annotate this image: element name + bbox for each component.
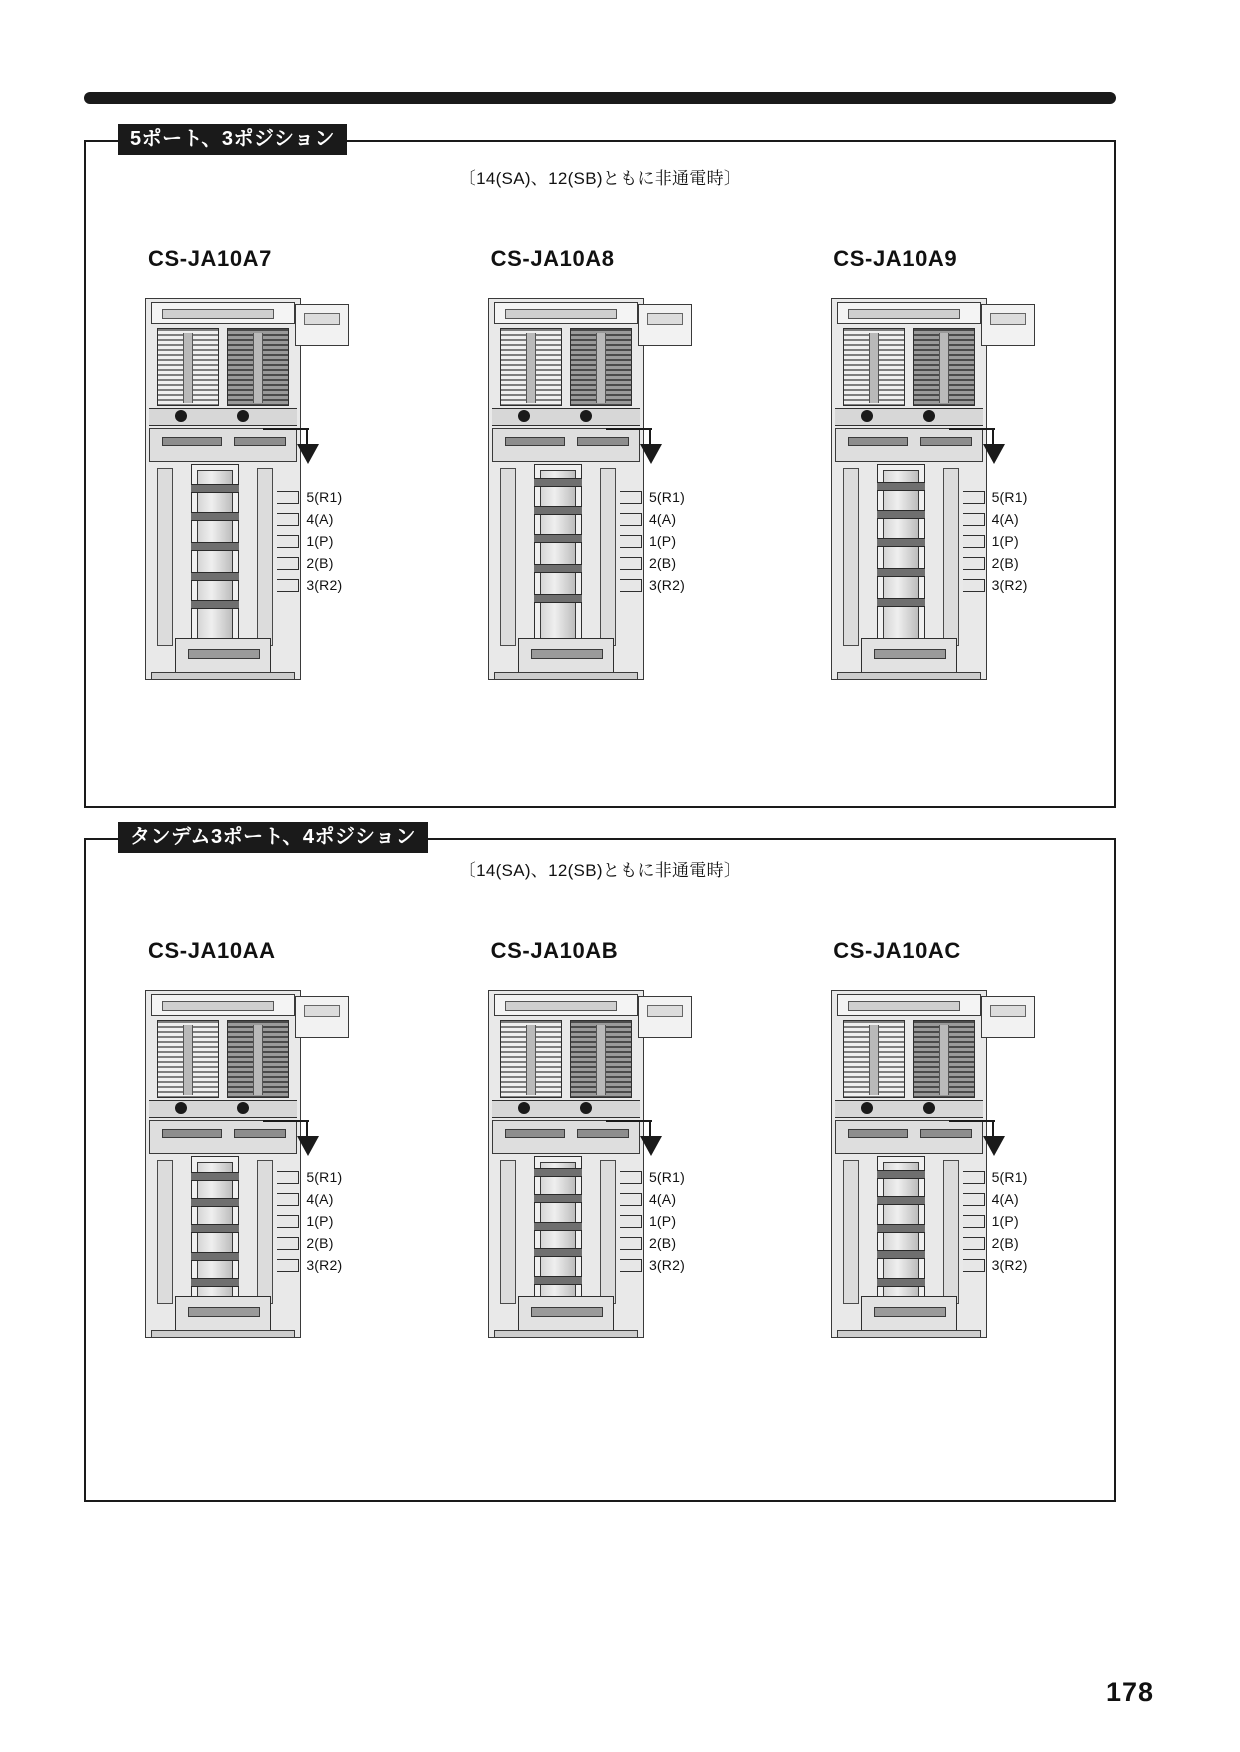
- port-stub: [277, 579, 299, 592]
- spool-land: [877, 568, 925, 577]
- port-label: 3(R2): [648, 577, 685, 593]
- port-row: [620, 508, 716, 530]
- port-label: 2(B): [648, 555, 677, 571]
- valve-cross-section-diagram: [145, 990, 375, 1338]
- spool-land: [877, 1224, 925, 1233]
- port-label: 2(B): [648, 1235, 677, 1251]
- port-row: [963, 508, 1059, 530]
- spool-land: [191, 512, 239, 521]
- solenoid-coil-a: [157, 328, 219, 406]
- port-row: [277, 552, 373, 574]
- port-stub: [620, 1259, 642, 1272]
- solenoid-coil-b: [227, 328, 289, 406]
- port-label: 1(P): [648, 533, 677, 549]
- port-row: [277, 1166, 373, 1188]
- port-row: [277, 1254, 373, 1276]
- mounting-base: [151, 1330, 295, 1338]
- body-rail-right: [257, 1160, 273, 1304]
- port-label: 4(A): [306, 1191, 334, 1207]
- spool-land: [534, 506, 582, 515]
- spool: [540, 470, 576, 656]
- spool-land: [877, 538, 925, 547]
- spool-land: [534, 564, 582, 573]
- port-stub: [963, 513, 985, 526]
- spool-land: [534, 1168, 582, 1177]
- port-row: [620, 574, 716, 596]
- spool: [197, 470, 233, 656]
- spool-land: [534, 1222, 582, 1231]
- spool-land: [534, 1194, 582, 1203]
- end-cap-block: [861, 1296, 957, 1332]
- valve-cross-section-diagram: [488, 990, 718, 1338]
- spool-land: [877, 1170, 925, 1179]
- port-label: 3(R2): [648, 1257, 685, 1273]
- solenoid-coils: [500, 328, 632, 406]
- pilot-manifold-block: [149, 428, 297, 462]
- port-row: [620, 552, 716, 574]
- electrical-connector: [638, 996, 692, 1038]
- section-tandem-3port-4position: [84, 826, 1116, 1502]
- mounting-base: [837, 1330, 981, 1338]
- pilot-valve-band: [149, 1100, 297, 1118]
- port-stub: [620, 1215, 642, 1228]
- end-cap-block: [518, 1296, 614, 1332]
- port-row: [277, 486, 373, 508]
- port-stub: [620, 1171, 642, 1184]
- port-row: [963, 1188, 1059, 1210]
- pilot-manifold-block: [149, 1120, 297, 1154]
- port-stub: [620, 1237, 642, 1250]
- pilot-valve-band: [492, 408, 640, 426]
- port-label: 1(P): [991, 1213, 1019, 1229]
- port-label-group: [963, 486, 1059, 596]
- exhaust-arrow-icon: [983, 1136, 1005, 1156]
- pilot-port-b-icon: [923, 410, 935, 422]
- solenoid-coil-b: [913, 328, 975, 406]
- section-1-tab-label: 5ポート、3ポジション: [118, 124, 347, 155]
- figure-cs-ja10ac: [771, 938, 1114, 1338]
- port-row: [620, 1210, 716, 1232]
- exhaust-line: [606, 428, 652, 430]
- pilot-port-a-icon: [861, 410, 873, 422]
- port-stub: [277, 1237, 299, 1250]
- port-label: 5(R1): [306, 489, 343, 505]
- port-stub: [620, 535, 642, 548]
- valve-top-cover: [837, 994, 981, 1016]
- port-row: [620, 1232, 716, 1254]
- spool: [883, 1162, 919, 1314]
- valve-cross-section-diagram: [488, 298, 718, 680]
- figure-cs-ja10a9: [771, 246, 1114, 680]
- spool-land: [534, 594, 582, 603]
- solenoid-coils: [157, 1020, 289, 1098]
- port-label: 3(R2): [306, 577, 343, 593]
- port-row: [963, 486, 1059, 508]
- figure-title: CS-JA10A9: [833, 246, 958, 271]
- pilot-manifold-block: [492, 428, 640, 462]
- valve-cross-section-diagram: [145, 298, 375, 680]
- figure-cs-ja10a8: [429, 246, 772, 680]
- exhaust-arrow-icon: [640, 444, 662, 464]
- pilot-manifold-block: [835, 428, 983, 462]
- body-rail-right: [943, 468, 959, 646]
- spool: [540, 1162, 576, 1314]
- port-stub: [620, 513, 642, 526]
- body-rail-left: [157, 468, 173, 646]
- port-label: 1(P): [306, 1213, 334, 1229]
- port-stub: [277, 1215, 299, 1228]
- port-label: 3(R2): [991, 1257, 1028, 1273]
- solenoid-coils: [843, 328, 975, 406]
- spool: [197, 1162, 233, 1314]
- port-stub: [963, 1171, 985, 1184]
- figure-cs-ja10ab: [429, 938, 772, 1338]
- port-label: 3(R2): [991, 577, 1028, 593]
- port-row: [963, 530, 1059, 552]
- body-rail-left: [500, 468, 516, 646]
- solenoid-coil-a: [843, 328, 905, 406]
- exhaust-arrow-icon: [983, 444, 1005, 464]
- spool-land: [877, 510, 925, 519]
- port-row: [963, 1166, 1059, 1188]
- pilot-valve-band: [492, 1100, 640, 1118]
- solenoid-coil-b: [570, 1020, 632, 1098]
- pilot-valve-band: [835, 408, 983, 426]
- solenoid-coils: [843, 1020, 975, 1098]
- valve-top-cover: [837, 302, 981, 324]
- port-stub: [277, 513, 299, 526]
- valve-top-cover: [151, 994, 295, 1016]
- port-label-group: [277, 486, 373, 596]
- spool: [883, 470, 919, 656]
- exhaust-line: [606, 1120, 652, 1122]
- end-cap-block: [861, 638, 957, 674]
- port-row: [963, 574, 1059, 596]
- port-stub: [620, 557, 642, 570]
- figure-cs-ja10aa: [86, 938, 429, 1338]
- end-cap-block: [175, 638, 271, 674]
- exhaust-line: [949, 1120, 995, 1122]
- electrical-connector: [981, 304, 1035, 346]
- spool-land: [191, 1172, 239, 1181]
- pilot-port-b-icon: [580, 1102, 592, 1114]
- port-stub: [963, 535, 985, 548]
- electrical-connector: [295, 996, 349, 1038]
- port-label: 4(A): [991, 1191, 1019, 1207]
- body-rail-left: [157, 1160, 173, 1304]
- figure-title: CS-JA10AC: [833, 938, 961, 963]
- port-label: 4(A): [648, 511, 677, 527]
- body-rail-left: [500, 1160, 516, 1304]
- spool-land: [534, 478, 582, 487]
- pilot-port-b-icon: [923, 1102, 935, 1114]
- port-stub: [620, 1193, 642, 1206]
- spool-land: [191, 484, 239, 493]
- end-cap-block: [175, 1296, 271, 1332]
- mounting-base: [494, 1330, 638, 1338]
- port-row: [963, 1210, 1059, 1232]
- body-rail-right: [257, 468, 273, 646]
- valve-cross-section-diagram: [831, 298, 1061, 680]
- port-stub: [963, 1237, 985, 1250]
- body-rail-right: [600, 468, 616, 646]
- exhaust-line: [949, 428, 995, 430]
- port-stub: [963, 491, 985, 504]
- spool-land: [191, 542, 239, 551]
- solenoid-coil-b: [227, 1020, 289, 1098]
- port-stub: [963, 557, 985, 570]
- pilot-valve-band: [835, 1100, 983, 1118]
- port-row: [277, 1210, 373, 1232]
- mounting-base: [837, 672, 981, 680]
- port-row: [277, 574, 373, 596]
- figure-title: CS-JA10A7: [148, 246, 273, 271]
- exhaust-line: [263, 1120, 309, 1122]
- port-row: [620, 530, 716, 552]
- port-label-group: [620, 1166, 716, 1276]
- pilot-valve-band: [149, 408, 297, 426]
- electrical-connector: [981, 996, 1035, 1038]
- spool-land: [191, 572, 239, 581]
- section-2-condition-note: 〔14(SA)、12(SB)ともに非通電時〕: [458, 861, 742, 880]
- port-label: 1(P): [648, 1213, 677, 1229]
- port-stub: [963, 1193, 985, 1206]
- body-rail-left: [843, 468, 859, 646]
- port-label: 1(P): [306, 533, 334, 549]
- body-rail-right: [600, 1160, 616, 1304]
- exhaust-arrow-icon: [640, 1136, 662, 1156]
- mounting-base: [151, 672, 295, 680]
- spool-land: [534, 1276, 582, 1285]
- mounting-base: [494, 672, 638, 680]
- section-1-condition-note: 〔14(SA)、12(SB)ともに非通電時〕: [458, 169, 742, 188]
- port-label-group: [620, 486, 716, 596]
- body-rail-right: [943, 1160, 959, 1304]
- port-label: 2(B): [991, 555, 1019, 571]
- spool-land: [191, 1252, 239, 1261]
- port-label: 2(B): [306, 1235, 334, 1251]
- section-2-figure-row: [86, 938, 1114, 1338]
- port-row: [963, 1232, 1059, 1254]
- port-row: [277, 508, 373, 530]
- port-label: 2(B): [991, 1235, 1019, 1251]
- valve-top-cover: [151, 302, 295, 324]
- pilot-port-a-icon: [518, 1102, 530, 1114]
- port-stub: [963, 579, 985, 592]
- port-stub: [277, 491, 299, 504]
- port-label: 5(R1): [648, 489, 685, 505]
- port-label: 3(R2): [306, 1257, 343, 1273]
- port-label: 4(A): [648, 1191, 677, 1207]
- pilot-manifold-block: [835, 1120, 983, 1154]
- port-row: [620, 1166, 716, 1188]
- port-row: [277, 530, 373, 552]
- solenoid-coil-b: [913, 1020, 975, 1098]
- port-label-group: [277, 1166, 373, 1276]
- port-label: 4(A): [306, 511, 334, 527]
- port-stub: [277, 1193, 299, 1206]
- figure-title: CS-JA10A8: [490, 246, 615, 271]
- spool-land: [877, 482, 925, 491]
- section-5port-3position: [84, 128, 1116, 808]
- solenoid-coil-a: [500, 328, 562, 406]
- exhaust-arrow-icon: [297, 1136, 319, 1156]
- body-rail-left: [843, 1160, 859, 1304]
- port-stub: [620, 491, 642, 504]
- solenoid-coil-a: [843, 1020, 905, 1098]
- figure-title: CS-JA10AB: [490, 938, 619, 963]
- port-row: [963, 552, 1059, 574]
- port-row: [963, 1254, 1059, 1276]
- port-label: 2(B): [306, 555, 334, 571]
- solenoid-coil-a: [500, 1020, 562, 1098]
- port-stub: [277, 1171, 299, 1184]
- port-row: [620, 1254, 716, 1276]
- port-row: [620, 486, 716, 508]
- pilot-manifold-block: [492, 1120, 640, 1154]
- spool-land: [534, 534, 582, 543]
- solenoid-coil-b: [570, 328, 632, 406]
- page-number: 178: [1105, 1677, 1154, 1707]
- port-label-group: [963, 1166, 1059, 1276]
- electrical-connector: [295, 304, 349, 346]
- port-stub: [963, 1215, 985, 1228]
- pilot-port-b-icon: [580, 410, 592, 422]
- spool-land: [191, 600, 239, 609]
- valve-cross-section-diagram: [831, 990, 1061, 1338]
- figure-cs-ja10a7: [86, 246, 429, 680]
- spool-land: [877, 598, 925, 607]
- header-rule: [84, 92, 1116, 104]
- spool-land: [877, 1278, 925, 1287]
- pilot-port-a-icon: [518, 410, 530, 422]
- pilot-port-a-icon: [861, 1102, 873, 1114]
- electrical-connector: [638, 304, 692, 346]
- port-label: 5(R1): [991, 1169, 1028, 1185]
- spool-land: [191, 1198, 239, 1207]
- port-label: 5(R1): [306, 1169, 343, 1185]
- spool-land: [191, 1224, 239, 1233]
- section-2-tab-label: タンデム3ポート、4ポジション: [118, 822, 428, 853]
- solenoid-coils: [500, 1020, 632, 1098]
- port-label: 4(A): [991, 511, 1019, 527]
- figure-title: CS-JA10AA: [148, 938, 276, 963]
- valve-top-cover: [494, 994, 638, 1016]
- exhaust-line: [263, 428, 309, 430]
- solenoid-coil-a: [157, 1020, 219, 1098]
- port-label: 5(R1): [648, 1169, 685, 1185]
- spool-land: [877, 1250, 925, 1259]
- port-row: [620, 1188, 716, 1210]
- port-stub: [963, 1259, 985, 1272]
- end-cap-block: [518, 638, 614, 674]
- port-label: 5(R1): [991, 489, 1028, 505]
- valve-top-cover: [494, 302, 638, 324]
- exhaust-arrow-icon: [297, 444, 319, 464]
- port-row: [277, 1188, 373, 1210]
- section-1-figure-row: [86, 246, 1114, 680]
- port-stub: [620, 579, 642, 592]
- port-stub: [277, 1259, 299, 1272]
- port-stub: [277, 557, 299, 570]
- port-row: [277, 1232, 373, 1254]
- spool-land: [191, 1278, 239, 1287]
- spool-land: [877, 1196, 925, 1205]
- solenoid-coils: [157, 328, 289, 406]
- port-label: 1(P): [991, 533, 1019, 549]
- spool-land: [534, 1248, 582, 1257]
- port-stub: [277, 535, 299, 548]
